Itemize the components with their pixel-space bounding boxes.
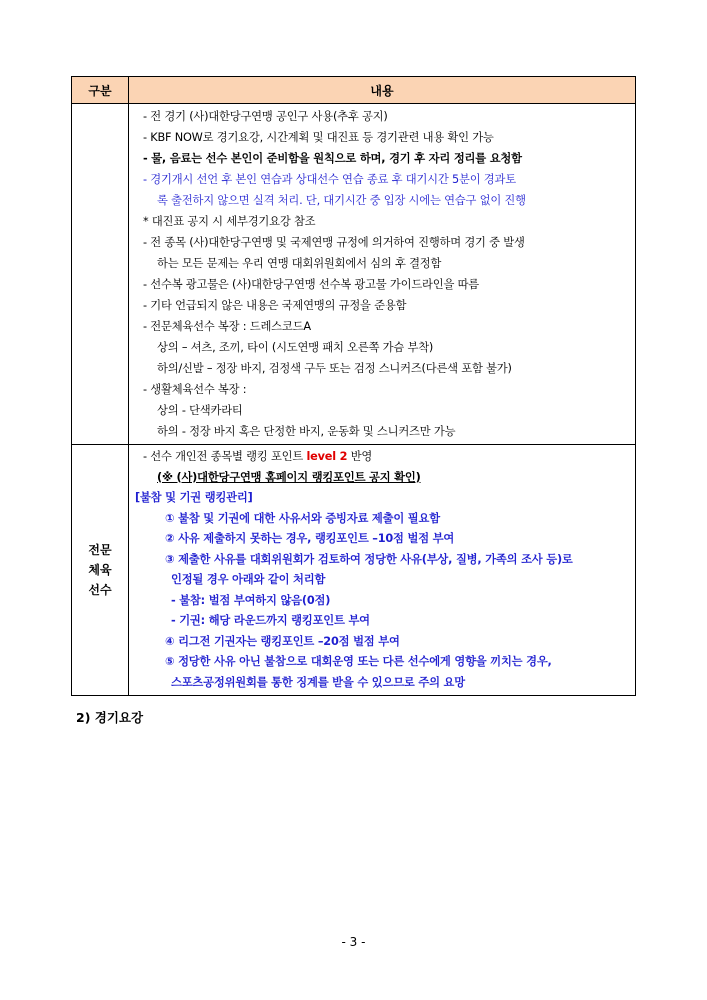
rule-line-bold: - 물, 음료는 선수 본인이 준비함을 원칙으로 하며, 경기 후 자리 정리를 요청함 [143, 152, 522, 165]
rule-note: * 대진표 공지 시 세부경기요강 참조 [143, 215, 316, 228]
rule-line: - 선수복 광고물은 (사)대한당구연맹 선수복 광고물 가이드라인을 따름 [143, 278, 479, 291]
rule-line-blue: 록 출전하지 않으면 실격 처리. 단, 대기시간 중 입장 시에는 연습구 없이 진행 [157, 194, 526, 207]
rule-line: - 전문체육선수 복장 : 드레스코드A [143, 320, 311, 333]
ranking-item: 스포츠공정위원회를 통한 징계를 받을 수 있으므로 주의 요망 [171, 675, 465, 689]
rule-line: - 기타 언급되지 않은 내용은 국제연맹의 규정을 준용함 [143, 299, 407, 312]
ranking-item: ④ 리그전 기권자는 랭킹포인트 –20점 벌점 부여 [165, 634, 400, 648]
page-number: - 3 - [341, 935, 366, 949]
rule-line: 상의 - 단색카라티 [157, 404, 243, 417]
rule-line: - 전 경기 (사)대한당구연맹 공인구 사용(추후 공지) [143, 110, 388, 123]
header-content: 내용 [129, 77, 636, 104]
ranking-line [135, 447, 629, 468]
ranking-prefix: - 선수 개인전 종목별 랭킹 포인트 [143, 450, 307, 463]
ranking-level: level 2 [306, 450, 348, 463]
rule-line: - 생활체육선수 복장 : [143, 383, 247, 396]
row1-content [129, 104, 636, 445]
ranking-item: ⑤ 정당한 사유 아닌 불참으로 대회운영 또는 다른 선수에게 영향을 끼치는 경우, [165, 655, 552, 668]
ranking-suffix: 반영 [347, 450, 373, 463]
header-category: 구분 [72, 77, 129, 104]
rule-line: - KBF NOW로 경기요강, 시간계획 및 대진표 등 경기관련 내용 확인 가능 [143, 131, 494, 144]
rule-line-blue: - 경기개시 선언 후 본인 연습과 상대선수 연습 종료 후 대기시간 5분이 경과토 [143, 173, 516, 186]
ranking-item: 인정될 경우 아래와 같이 처리함 [171, 573, 326, 586]
table-header-row [72, 77, 636, 104]
rule-line: 하의/신발 – 정장 바지, 검정색 구두 또는 검정 스니커즈(다른색 포함 불가) [157, 362, 512, 375]
ranking-notice: (※ (사)대한당구연맹 홈페이지 랭킹포인트 공지 확인) [157, 470, 421, 484]
table-row-pro-athletes [72, 445, 636, 696]
section-title: [불참 및 기권 랭킹관리] [135, 491, 253, 504]
rule-line: 하의 - 정장 바지 혹은 단정한 바지, 운동화 및 스니커즈만 가능 [157, 425, 456, 438]
category-line: 선수 [88, 583, 112, 597]
rule-line: 상의 – 셔츠, 조끼, 타이 (시도연맹 패치 오른쪽 가슴 부착) [157, 341, 434, 354]
rule-line: 하는 모든 문제는 우리 연맹 대회위원회에서 심의 후 결정함 [157, 257, 442, 270]
table-row-general [72, 104, 636, 445]
ranking-item: - 기권: 해당 라운드까지 랭킹포인트 부여 [171, 614, 370, 627]
rule-line: - 전 종목 (사)대한당구연맹 및 국제연맹 규정에 의거하여 진행하며 경기 중 발생 [143, 236, 525, 249]
ranking-item: ① 불참 및 기권에 대한 사유서와 증빙자료 제출이 필요함 [165, 511, 440, 525]
rules-table [71, 76, 636, 696]
section-heading: 2) 경기요강 [76, 710, 144, 725]
ranking-item: - 불참: 벌점 부여하지 않음(0점) [171, 593, 331, 607]
category-line: 전문 [88, 543, 112, 557]
category-line: 체육 [88, 563, 112, 577]
row1-category [72, 104, 129, 445]
ranking-item: ② 사유 제출하지 못하는 경우, 랭킹포인트 –10점 벌점 부여 [165, 532, 455, 545]
row2-category [72, 445, 129, 696]
ranking-item: ③ 제출한 사유를 대회위원회가 검토하여 정당한 사유(부상, 질병, 가족의 조사 등)로 [165, 552, 573, 566]
row2-content [129, 445, 636, 696]
